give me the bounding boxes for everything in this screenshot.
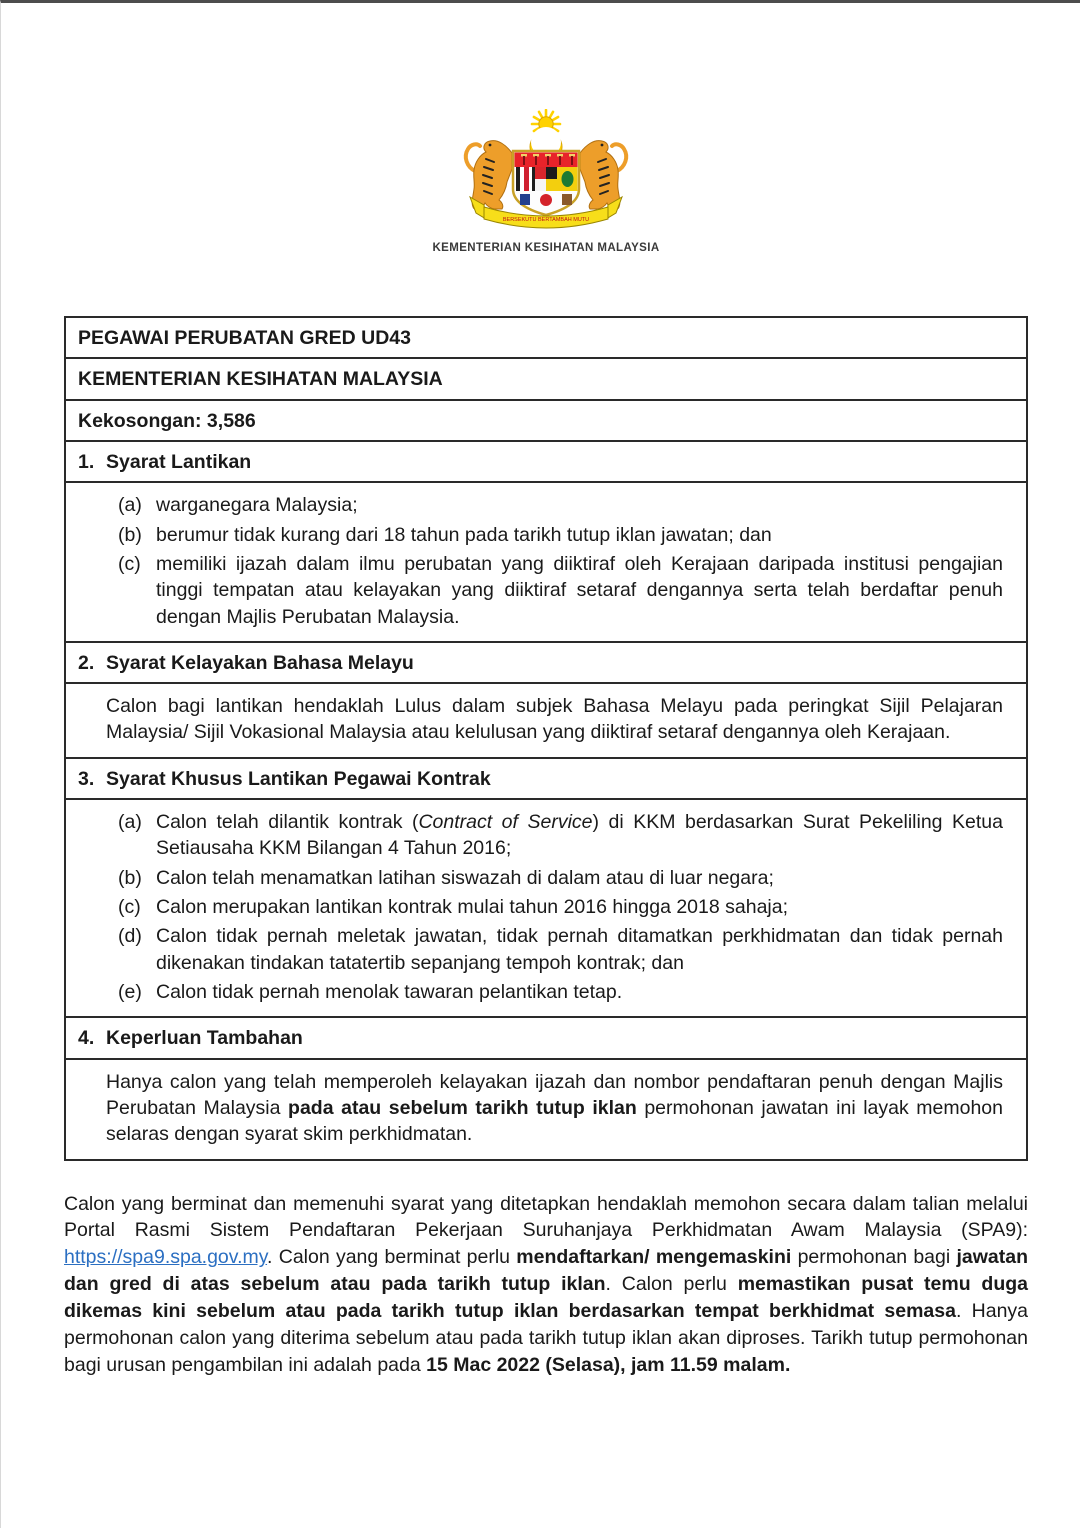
section-1-content [66, 481, 1026, 641]
list-item [118, 865, 1003, 891]
text-run: Calon telah dilantik kontrak ( [156, 811, 419, 834]
section-4-header [66, 1016, 1026, 1057]
list-item-text [156, 492, 1003, 518]
text-run: Calon tidak pernah menolak tawaran pelantikan tetap. [156, 980, 623, 1003]
text-run: . Calon yang berminat perlu [267, 1246, 517, 1269]
ministry-caption: KEMENTERIAN KESIHATAN MALAYSIA [432, 242, 660, 254]
text-run: memastikan pusat temu duga dikemas kini sebelum atau pada tarikh tutup iklan berdasarkan tempat berkhidmat semasa [64, 1273, 1029, 1323]
section-2-header [66, 641, 1026, 682]
list-item [118, 522, 1003, 548]
section-3-content [66, 798, 1026, 1016]
section-title: Keperluan Tambahan [106, 1027, 303, 1050]
vacancies-count: Kekosongan: 3,586 [78, 409, 256, 432]
list-item-text [156, 979, 1003, 1005]
job-title-row [66, 318, 1026, 357]
list-item-text [156, 809, 1003, 862]
section-title: Syarat Kelayakan Bahasa Melayu [106, 651, 414, 674]
text-run: memiliki ijazah dalam ilmu perubatan yang diiktiraf oleh Kerajaan daripada institusi pengajian tinggi tempatan atau kelayakan yang diiktiraf setaraf dengannya serta telah berdaftar penuh dengan Majlis Perubatan Malaysia. [156, 552, 1003, 628]
section-1-header [66, 440, 1026, 481]
vacancies-row [66, 399, 1026, 440]
list-item [118, 979, 1003, 1005]
text-run: mendaftarkan/ mengemaskini [516, 1246, 792, 1269]
text-run: permohonan bagi [791, 1246, 957, 1269]
list-item-label: (c) [118, 896, 141, 918]
list-item-label: (a) [118, 811, 142, 834]
organisation-name: KEMENTERIAN KESIHATAN MALAYSIA [78, 368, 443, 391]
lettered-list [118, 809, 1003, 1005]
list-item-label: (c) [118, 552, 141, 575]
text-run: berumur tidak kurang dari 18 tahun pada tarikh tutup iklan jawatan; dan [156, 523, 772, 546]
text-run: Contract of Service [418, 811, 593, 834]
job-title: PEGAWAI PERUBATAN GRED UD43 [78, 327, 411, 349]
list-item-text [156, 551, 1003, 630]
malaysia-coat-of-arms-icon [456, 109, 636, 239]
section-number: 4. [78, 1027, 95, 1050]
list-item [118, 492, 1003, 518]
list-item-text [156, 923, 1003, 976]
list-item [118, 551, 1003, 630]
list-item [118, 923, 1003, 976]
list-item-label: (a) [118, 494, 142, 517]
text-run: Hanya calon yang telah memperoleh kelayakan ijazah dan nombor pendaftaran penuh dengan Majlis Perubatan Malaysia [106, 1070, 1003, 1119]
section-2-content [66, 682, 1026, 757]
list-item-text [156, 894, 1003, 920]
section-4-content [66, 1058, 1026, 1159]
spa9-portal-link[interactable]: https://spa9.spa.gov.my [64, 1246, 268, 1269]
list-item-label: (b) [118, 866, 142, 889]
section-title: Syarat Lantikan [106, 450, 252, 473]
text-run: ) di KKM berdasarkan Surat Pekeliling Ketua Setiausaha KKM Bilangan 4 Tahun 2016; [156, 811, 1003, 860]
text-run: permohonan jawatan ini layak memohon selaras dengan syarat skim perkhidmatan. [106, 1096, 1003, 1146]
section-3-header [66, 757, 1026, 798]
header-logo-block [64, 109, 1028, 254]
text-run: pada atau sebelum tarikh tutup iklan [288, 1096, 637, 1119]
organisation-row [66, 357, 1026, 398]
lettered-list [118, 492, 1003, 630]
motto-text: BERSEKUTU BERTAMBAH MUTU [502, 217, 590, 223]
text-run: Calon bagi lantikan hendaklah Lulus dalam subjek Bahasa Melayu pada peringkat Sijil Pelajaran Malaysia/ Sijil Vokasional Malaysia atau kelulusan yang diiktiraf setaraf dengannya oleh Kerajaan. [106, 695, 1003, 744]
text-run: warganegara Malaysia; [156, 494, 358, 517]
closing-paragraph [64, 1191, 1028, 1379]
section-paragraph [106, 693, 1003, 746]
section-paragraph [106, 1069, 1003, 1148]
text-run: . Hanya permohonan calon yang diterima sebelum atau pada tarikh tutup iklan akan diproses. Tarikh tutup permohonan bagi urusan pengambilan ini adalah pada [64, 1300, 1029, 1376]
text-run: Calon yang berminat dan memenuhi syarat yang ditetapkan hendaklah memohon secara dalam talian melalui Portal Rasmi Sistem Pendaftaran Pekerjaan Suruhanjaya Perkhidmatan Awam Malaysia (SPA9): [64, 1192, 1028, 1242]
text-run: . Calon perlu [605, 1273, 738, 1296]
section-number: 2. [78, 651, 95, 674]
text-run: Calon telah menamatkan latihan siswazah di dalam atau di luar negara; [156, 866, 774, 889]
text-run: Calon merupakan lantikan kontrak mulai tahun 2016 hingga 2018 sahaja; [156, 896, 789, 918]
list-item-label: (b) [118, 523, 142, 546]
list-item-label: (d) [118, 925, 142, 948]
list-item [118, 809, 1003, 862]
section-title: Syarat Khusus Lantikan Pegawai Kontrak [106, 767, 491, 790]
list-item-label: (e) [118, 980, 142, 1003]
text-run: jawatan dan gred di atas sebelum atau pada tarikh tutup iklan [64, 1246, 1028, 1296]
list-item-text [156, 865, 1003, 891]
section-number: 1. [78, 450, 95, 473]
text-run: 15 Mac 2022 (Selasa), jam 11.59 malam. [426, 1353, 791, 1376]
section-number: 3. [78, 767, 95, 790]
shield-quarters [515, 167, 578, 206]
text-run: Calon tidak pernah meletak jawatan, tidak pernah ditamatkan perkhidmatan dan tidak pernah dikenakan tindakan tatatertib sepanjang tempoh kontrak; dan [156, 925, 1003, 974]
document-page [1, 109, 1080, 1379]
list-item [118, 894, 1003, 920]
list-item-text [156, 522, 1003, 548]
job-advert-table [64, 316, 1028, 1161]
